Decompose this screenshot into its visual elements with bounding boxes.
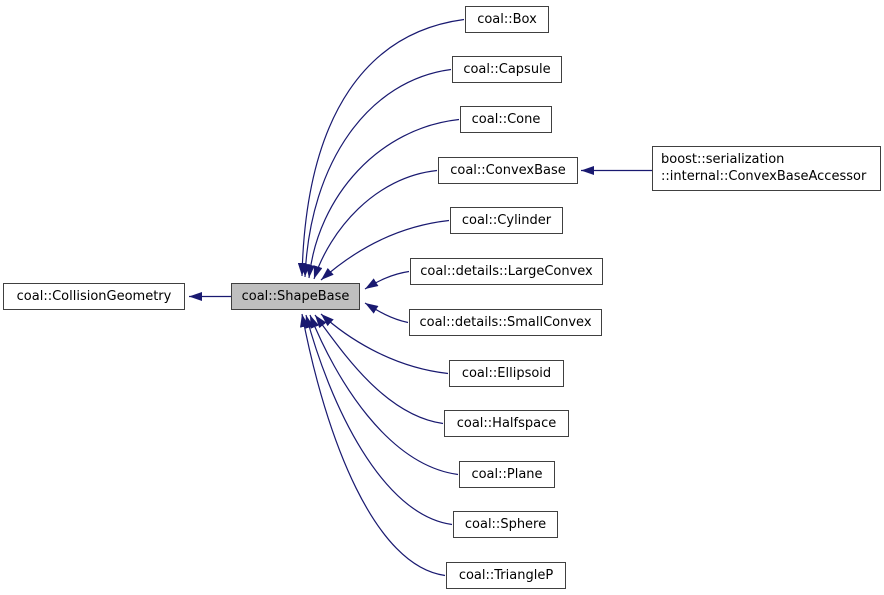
- node-coal-details-smallconvex[interactable]: coal::details::SmallConvex: [409, 309, 602, 336]
- node-coal-cone[interactable]: coal::Cone: [460, 106, 552, 133]
- node-coal-ellipsoid[interactable]: coal::Ellipsoid: [449, 360, 564, 387]
- node-coal-trianglep[interactable]: coal::TriangleP: [446, 562, 566, 589]
- node-boost-serialization-convexbaseaccessor[interactable]: [652, 146, 881, 191]
- accessor-label-line1: boost::serialization: [661, 151, 785, 167]
- edge-cone-to-shapebase: [309, 120, 459, 279]
- edge-smallconvex-to-shapebase: [365, 303, 408, 323]
- edge-capsule-to-shapebase: [305, 70, 451, 278]
- node-coal-details-largeconvex[interactable]: coal::details::LargeConvex: [410, 258, 603, 285]
- edge-sphere-to-shapebase: [306, 315, 452, 525]
- node-coal-sphere[interactable]: coal::Sphere: [453, 511, 558, 538]
- edge-box-to-shapebase: [302, 20, 464, 277]
- node-coal-shapebase: coal::ShapeBase: [231, 283, 360, 310]
- node-coal-convexbase[interactable]: coal::ConvexBase: [438, 157, 578, 184]
- accessor-label-line2: ::internal::ConvexBaseAccessor: [661, 168, 867, 184]
- edge-trianglep-to-shapebase: [302, 314, 445, 576]
- node-coal-cylinder[interactable]: coal::Cylinder: [450, 207, 563, 234]
- node-coal-box[interactable]: coal::Box: [465, 6, 549, 33]
- node-coal-halfspace[interactable]: coal::Halfspace: [444, 410, 569, 437]
- node-coal-plane[interactable]: coal::Plane: [459, 461, 555, 488]
- edge-largeconvex-to-shapebase: [365, 272, 409, 290]
- node-coal-collisiongeometry[interactable]: coal::CollisionGeometry: [3, 283, 185, 310]
- node-coal-capsule[interactable]: coal::Capsule: [452, 56, 562, 83]
